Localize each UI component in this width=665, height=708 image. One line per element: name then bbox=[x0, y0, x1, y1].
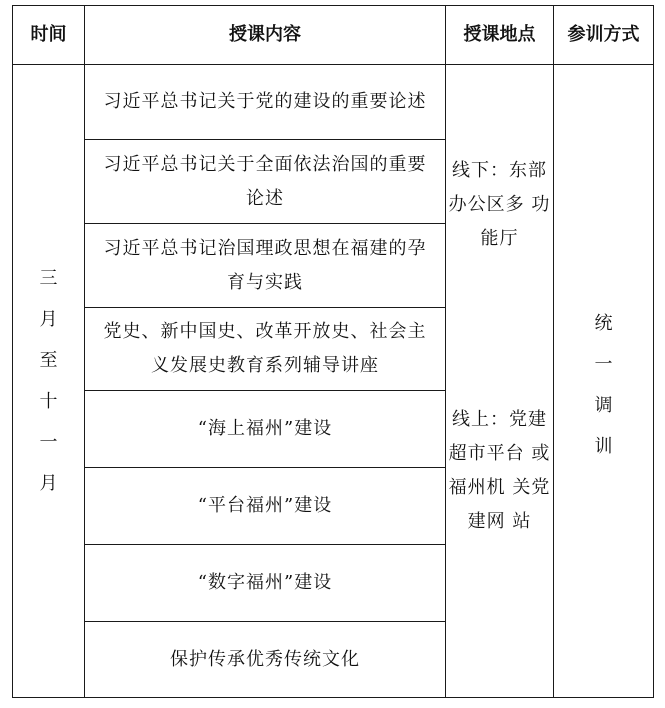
course-title: “海上福州”建设 bbox=[197, 418, 333, 439]
course-row bbox=[85, 308, 445, 390]
course-row bbox=[85, 140, 445, 223]
course-row bbox=[85, 622, 445, 697]
header-mode: 参训方式 bbox=[567, 24, 640, 45]
table-right-border bbox=[653, 5, 654, 698]
mode-char: 调 bbox=[594, 395, 613, 416]
location-online bbox=[446, 398, 553, 608]
course-title-cont: 义发展史教育系列辅导讲座 bbox=[151, 355, 379, 376]
course-title: “平台福州”建设 bbox=[197, 495, 333, 516]
course-row bbox=[85, 545, 445, 621]
course-title-cont: 育与实践 bbox=[227, 271, 303, 293]
location-line: 或福州机 bbox=[448, 443, 551, 498]
course-title: 保护传承优秀传统文化 bbox=[170, 648, 360, 670]
table-bottom-border bbox=[12, 697, 654, 698]
location-line: 关党建网 bbox=[467, 477, 551, 532]
course-row bbox=[85, 224, 445, 307]
location-offline bbox=[446, 140, 553, 290]
time-char: 十 bbox=[39, 391, 58, 412]
location-line: 线下：东部 bbox=[452, 160, 547, 181]
time-char: 月 bbox=[39, 473, 58, 494]
course-row bbox=[85, 468, 445, 544]
course-title: 党史、新中国史、改革开放史、社会主 bbox=[103, 321, 427, 342]
course-title: “数字福州”建设 bbox=[197, 572, 333, 593]
location-line: 站 bbox=[512, 511, 532, 532]
time-char: 三 bbox=[39, 268, 58, 289]
header-content: 授课内容 bbox=[229, 24, 301, 45]
mode-char: 一 bbox=[594, 354, 613, 375]
location-line: 办公区多 bbox=[448, 194, 525, 215]
time-char: 至 bbox=[39, 350, 58, 371]
location-line: 超市平台 bbox=[448, 443, 525, 464]
location-line: 功能厅 bbox=[480, 194, 551, 249]
location-line: 线上：党建 bbox=[452, 409, 547, 430]
course-title-cont: 论述 bbox=[246, 187, 284, 209]
course-row bbox=[85, 65, 445, 139]
course-title: 习近平总书记关于党的建设的重要论述 bbox=[103, 91, 427, 112]
course-row bbox=[85, 391, 445, 467]
course-title: 习近平总书记治国理政思想在福建的孕 bbox=[103, 237, 427, 259]
mode-cell bbox=[554, 300, 653, 470]
time-char: 月 bbox=[39, 309, 58, 330]
time-cell bbox=[13, 65, 84, 697]
mode-char: 统 bbox=[594, 313, 613, 334]
header-time: 时间 bbox=[30, 24, 67, 45]
header-location: 授课地点 bbox=[463, 24, 536, 45]
mode-char: 训 bbox=[594, 436, 613, 457]
course-title: 习近平总书记关于全面依法治国的重要 bbox=[103, 153, 427, 175]
time-char: 一 bbox=[39, 432, 58, 453]
